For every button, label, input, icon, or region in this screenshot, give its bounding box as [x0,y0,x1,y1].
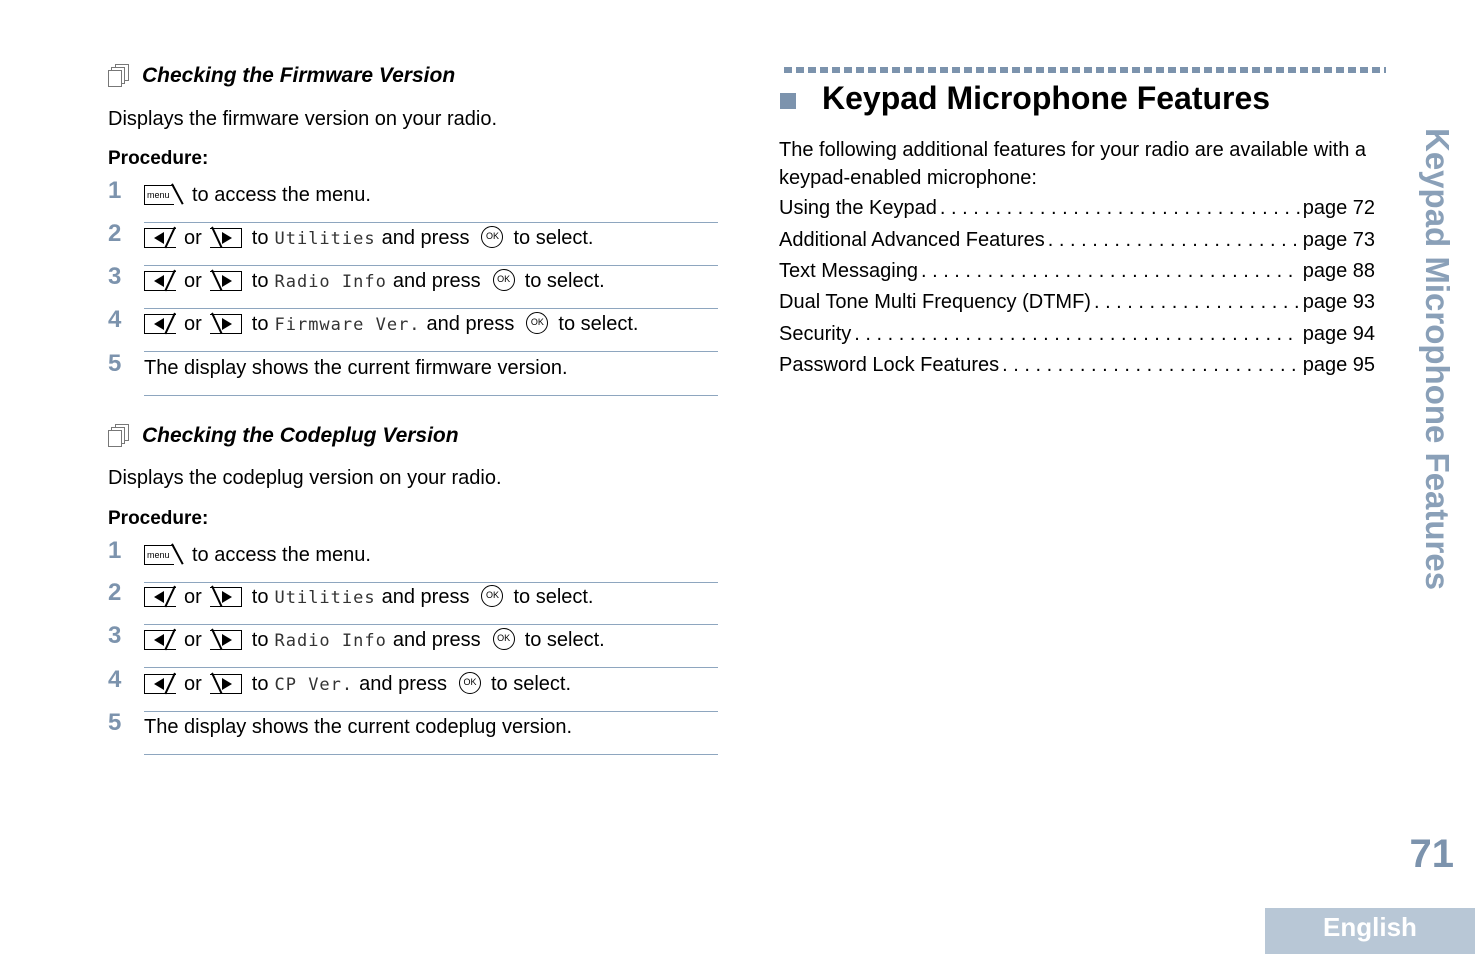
menu-item-code: Utilities [274,228,376,249]
procedure-label: Procedure: [108,508,209,529]
section-square-icon [780,93,796,109]
right-arrow-key-icon [204,271,242,293]
procedure-step [108,711,718,754]
step-number: 3 [108,622,122,649]
step-number: 1 [108,177,122,204]
procedure-step: 3 or to Radio Info and press OK to select. [108,265,718,308]
chapter-title: Keypad Microphone Features [822,80,1271,116]
toc-label: Additional Advanced Features [779,229,1045,251]
toc-label: Password Lock Features [779,354,1000,376]
toc-page: page 93 [1302,291,1375,313]
ok-key-icon: OK [493,628,515,650]
procedure-step: 3 or to Radio Info and press OK to select. [108,624,718,667]
left-arrow-key-icon [144,271,182,293]
menu-item-code: Radio Info [274,630,387,651]
toc-page: page 95 [1302,354,1375,376]
left-arrow-key-icon [144,228,182,250]
dotted-divider [784,67,1386,73]
procedure-step: 2 or to Utilities and press OK to select. [108,222,718,265]
step-number: 3 [108,263,122,290]
toc-label: Security [779,323,852,345]
procedure-step [108,539,718,582]
section-description: Displays the codeplug version on your radio. [108,467,502,489]
section-codeplug-header [108,424,459,448]
right-arrow-key-icon [204,630,242,652]
toc-page: page 72 [1302,197,1375,219]
step-divider [144,754,718,756]
menu-key-icon: menu [144,185,182,207]
menu-item-code: Firmware Ver. [274,314,421,335]
toc-page: page 73 [1302,229,1375,251]
ok-key-icon: OK [493,269,515,291]
toc-entry[interactable] [779,229,1375,255]
section-title: Checking the Firmware Version [142,64,456,87]
procedure-label: Procedure: [108,148,209,169]
left-arrow-key-icon [144,314,182,336]
toc-label: Using the Keypad [779,197,937,219]
language-tab: English [1265,908,1475,954]
step-number: 1 [108,537,122,564]
ok-key-icon: OK [481,226,503,248]
step-text: The display shows the current codeplug version. [144,716,573,738]
right-arrow-key-icon [204,674,242,696]
left-arrow-key-icon [144,674,182,696]
step-divider [144,395,718,397]
toc-page: page 94 [1302,323,1375,345]
toc-entry[interactable] [779,197,1375,223]
step-text: to access the menu. [192,184,371,206]
menu-item-code: CP Ver. [274,674,354,695]
document-icon [108,64,130,88]
page-number: 71 [1409,832,1454,876]
procedure-step: 4 or to Firmware Ver. and press OK to select. [108,308,718,351]
toc-label: Text Messaging [779,260,918,282]
chapter-intro: The following additional features for your radio are available with a keypad-enabled microphone: [779,139,1367,189]
procedure-step [108,352,718,395]
right-arrow-key-icon [204,587,242,609]
ok-key-icon: OK [481,585,503,607]
right-arrow-key-icon [204,228,242,250]
step-text: to access the menu. [192,544,371,566]
toc-entry[interactable] [779,260,1375,286]
section-firmware-header [108,64,455,88]
ok-key-icon: OK [459,672,481,694]
step-number: 5 [108,350,122,377]
procedure-step: 2 or to Utilities and press OK to select. [108,581,718,624]
section-description: Displays the firmware version on your radio. [108,108,498,130]
menu-item-code: Utilities [274,587,376,608]
ok-key-icon: OK [526,312,548,334]
toc-page: page 88 [1302,260,1375,282]
step-number: 5 [108,709,122,736]
side-chapter-tab: Keypad Microphone Features [1419,128,1456,591]
left-arrow-key-icon [144,587,182,609]
right-arrow-key-icon [204,314,242,336]
step-number: 4 [108,306,122,333]
menu-item-code: Radio Info [274,271,387,292]
step-text: The display shows the current firmware version. [144,357,568,379]
toc-entry[interactable] [779,323,1375,349]
step-number: 2 [108,220,122,247]
document-icon [108,424,130,448]
toc-entry[interactable] [779,354,1375,380]
procedure-step [108,179,718,222]
toc-label: Dual Tone Multi Frequency (DTMF) [779,291,1091,313]
section-title: Checking the Codeplug Version [142,424,459,447]
procedure-step: 4 or to CP Ver. and press OK to select. [108,668,718,711]
step-number: 4 [108,666,122,693]
toc-entry[interactable] [779,291,1375,317]
menu-key-icon: menu [144,545,182,567]
left-arrow-key-icon [144,630,182,652]
step-number: 2 [108,579,122,606]
